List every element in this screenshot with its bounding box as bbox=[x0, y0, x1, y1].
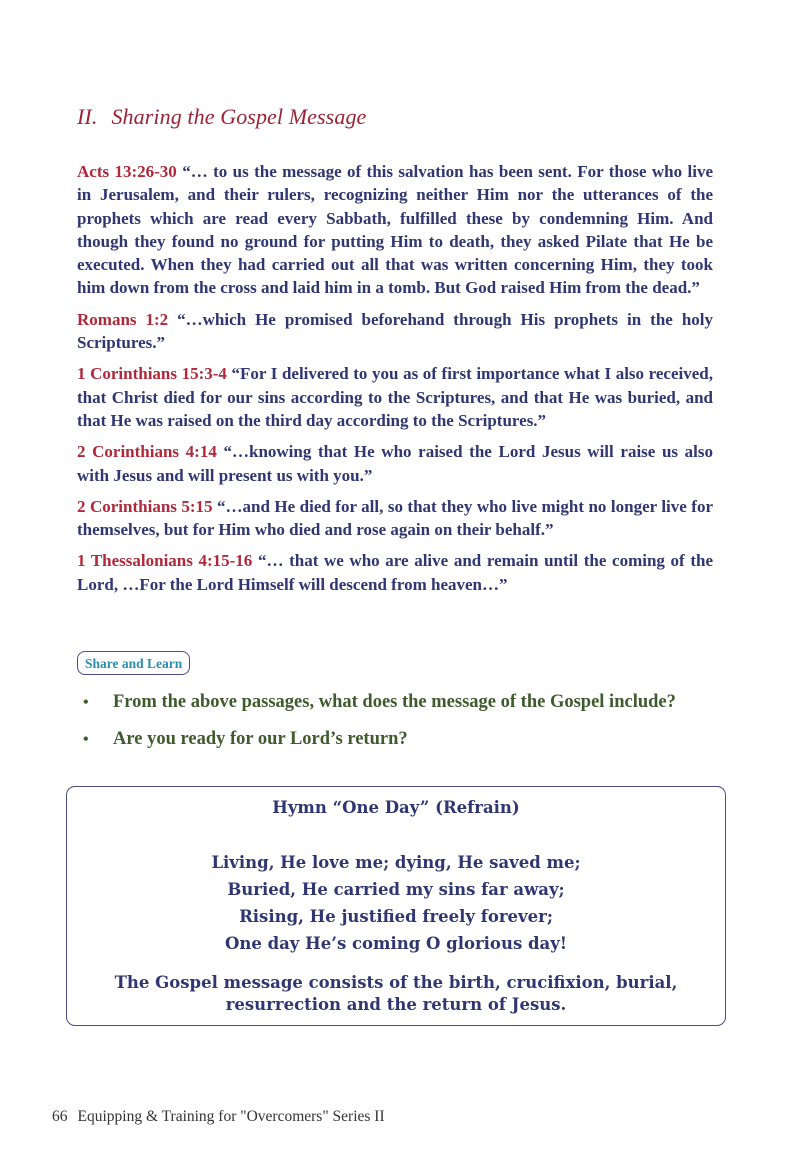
scripture-passages bbox=[77, 160, 713, 604]
gospel-summary: The Gospel message consists of the birth, crucifixion, burial, resurrection and the return of Jesus. bbox=[114, 973, 678, 1014]
passage-2-corinthians-4 bbox=[77, 440, 713, 487]
passage-reference: 1 Corinthians 15:3-4 bbox=[77, 364, 227, 384]
section-number: II. bbox=[77, 104, 98, 129]
passage-text: “…which He promised beforehand through His prophets in the holy Scriptures.” bbox=[77, 309, 713, 353]
hymn-line: One day He’s coming O glorious day! bbox=[224, 934, 568, 953]
bullet-icon: • bbox=[83, 731, 89, 748]
passage-reference: 2 Corinthians 5:15 bbox=[77, 496, 213, 516]
passage-text: “… to us the message of this salvation has been sent. For those who live in Jerusalem, and their rulers, recognizing neither Him nor the utterances of the prophets which are read every Sabbath, fulfilled these by condemning Him. And though they found no ground for putting Him to death, they asked Pilate that He be executed. When they had carried out all that was written concerning Him, they took him down from the cross and laid him in a tomb. But God raised Him from the dead.” bbox=[77, 162, 714, 298]
hymn-title: Hymn “One Day” (Refrain) bbox=[272, 798, 520, 817]
question-item bbox=[77, 690, 727, 715]
passage-text: “… that we who are alive and remain until the coming of the Lord, …For the Lord Himself will descend from heaven…” bbox=[77, 551, 714, 594]
passage-text: “For I delivered to you as of first importance what I also received, that Christ died for our sins according to the Scriptures, and that He was buried, and that He was raised on the third day according to the Scriptures.” bbox=[77, 364, 713, 430]
page-number: 66 bbox=[52, 1108, 68, 1125]
bullet-icon: • bbox=[83, 694, 89, 711]
passage-reference: Romans 1:2 bbox=[77, 309, 169, 329]
passage-text: “…knowing that He who raised the Lord Jesus will raise us also with Jesus and will present us with you.” bbox=[77, 442, 713, 485]
hymn-lyrics bbox=[67, 849, 725, 957]
passage-reference: 2 Corinthians 4:14 bbox=[77, 442, 217, 462]
question-item bbox=[77, 727, 727, 752]
page-footer bbox=[52, 1108, 385, 1126]
discussion-questions bbox=[77, 690, 727, 764]
book-title: Equipping & Training for "Overcomers" Series II bbox=[77, 1108, 385, 1125]
hymn-box bbox=[66, 786, 726, 1026]
passage-1-corinthians bbox=[77, 362, 713, 432]
passage-1-thessalonians bbox=[77, 549, 713, 596]
passage-romans bbox=[77, 308, 713, 355]
section-title bbox=[77, 104, 366, 130]
question-text: Are you ready for our Lord’s return? bbox=[113, 729, 408, 749]
section-title-text: Sharing the Gospel Message bbox=[111, 104, 367, 129]
question-text: From the above passages, what does the message of the Gospel include? bbox=[113, 692, 676, 712]
passage-acts bbox=[77, 160, 713, 300]
passage-reference: 1 Thessalonians 4:15-16 bbox=[77, 551, 253, 571]
share-and-learn-badge: Share and Learn bbox=[77, 651, 190, 675]
passage-text: “…and He died for all, so that they who live might no longer live for themselves, but for Him who died and rose again on their behalf.” bbox=[77, 496, 714, 540]
passage-reference: Acts 13:26-30 bbox=[77, 162, 177, 181]
hymn-line: Rising, He justified freely forever; bbox=[239, 907, 553, 926]
hymn-line: Buried, He carried my sins far away; bbox=[227, 880, 565, 899]
passage-2-corinthians-5 bbox=[77, 495, 713, 542]
hymn-line: Living, He love me; dying, He saved me; bbox=[211, 853, 581, 872]
